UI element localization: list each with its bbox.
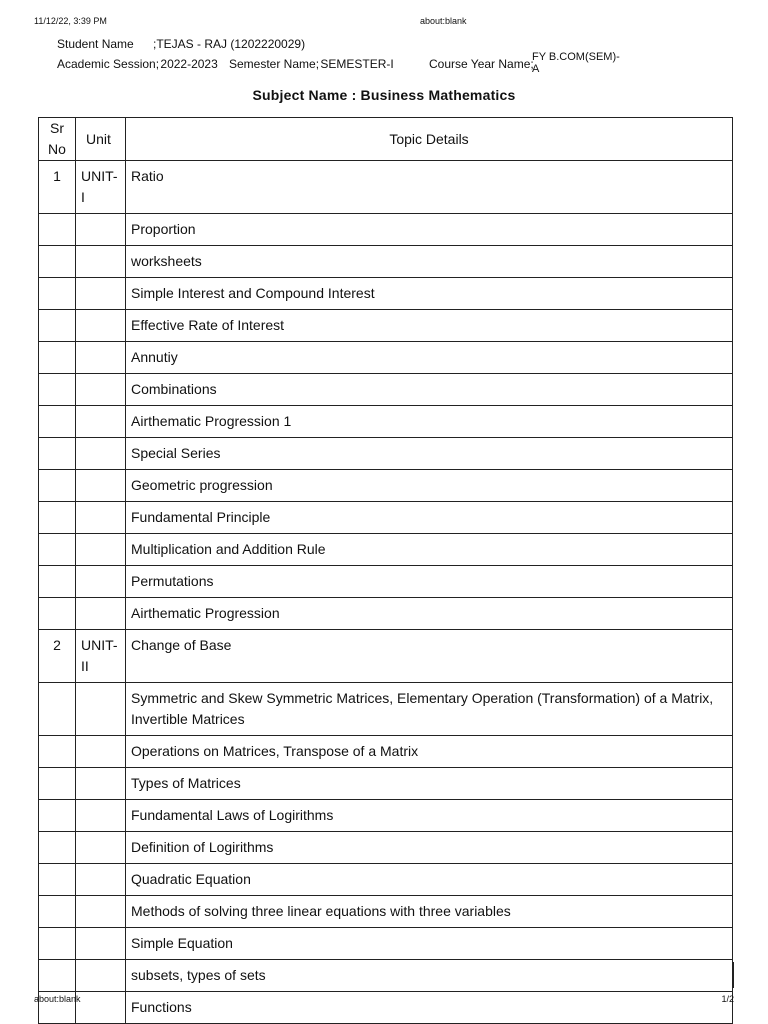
table-continuation bbox=[38, 962, 734, 988]
unit-cell bbox=[76, 278, 126, 310]
unit-cell bbox=[76, 598, 126, 630]
topic-cell: Operations on Matrices, Transpose of a Matrix bbox=[126, 736, 733, 768]
table-row bbox=[39, 161, 733, 214]
unit-cell bbox=[76, 864, 126, 896]
topic-cell: worksheets bbox=[126, 246, 733, 278]
topic-cell: Simple Equation bbox=[126, 928, 733, 960]
topic-cell: Quadratic Equation bbox=[126, 864, 733, 896]
course-year-line bbox=[429, 57, 534, 71]
sr-cell bbox=[39, 896, 76, 928]
table-row bbox=[39, 278, 733, 310]
table-row bbox=[39, 566, 733, 598]
table-row bbox=[39, 470, 733, 502]
unit-cell bbox=[76, 246, 126, 278]
subject-title bbox=[0, 87, 768, 103]
student-name-value: ;TEJAS - RAJ (1202220029) bbox=[153, 37, 306, 51]
unit-cell bbox=[76, 832, 126, 864]
topic-cell: Airthematic Progression bbox=[126, 598, 733, 630]
sr-cell bbox=[39, 342, 76, 374]
header-topic-details: Topic Details bbox=[126, 118, 733, 161]
sr-cell bbox=[39, 310, 76, 342]
table-row bbox=[39, 214, 733, 246]
sr-cell bbox=[39, 278, 76, 310]
topic-cell: Ratio bbox=[126, 161, 733, 214]
topic-cell: Definition of Logirithms bbox=[126, 832, 733, 864]
sr-cell bbox=[39, 406, 76, 438]
header-sr-line1: Sr bbox=[50, 120, 64, 136]
sr-cell bbox=[39, 534, 76, 566]
unit-cell bbox=[76, 768, 126, 800]
table-header-row bbox=[39, 118, 733, 161]
sr-cell bbox=[39, 683, 76, 736]
unit-cell bbox=[76, 800, 126, 832]
unit-cell bbox=[76, 470, 126, 502]
session-value: 2022-2023 bbox=[160, 57, 218, 71]
unit-cell bbox=[76, 566, 126, 598]
topic-cell: Proportion bbox=[126, 214, 733, 246]
unit-cell bbox=[76, 214, 126, 246]
table-row bbox=[39, 928, 733, 960]
unit-cell bbox=[76, 438, 126, 470]
topics-table bbox=[38, 117, 733, 1024]
sr-cell bbox=[39, 502, 76, 534]
table-row bbox=[39, 598, 733, 630]
topic-cell: Multiplication and Addition Rule bbox=[126, 534, 733, 566]
table-row bbox=[39, 768, 733, 800]
subject-value: Business Mathematics bbox=[360, 87, 516, 103]
table-row bbox=[39, 736, 733, 768]
table-row bbox=[39, 864, 733, 896]
academic-session-line bbox=[57, 57, 218, 71]
sr-cell bbox=[39, 832, 76, 864]
topic-cell: Geometric progression bbox=[126, 470, 733, 502]
unit-cell bbox=[76, 928, 126, 960]
sr-cell bbox=[39, 736, 76, 768]
topic-cell: subsets, types of sets bbox=[126, 960, 733, 992]
topic-cell: Fundamental Principle bbox=[126, 502, 733, 534]
unit-cell bbox=[76, 406, 126, 438]
table-row bbox=[39, 502, 733, 534]
footer-url: about:blank bbox=[34, 994, 81, 1004]
page-number: 1/2 bbox=[721, 994, 734, 1004]
course-value-line1: FY B.COM(SEM)- bbox=[532, 51, 620, 63]
unit-cell bbox=[76, 310, 126, 342]
print-url: about:blank bbox=[420, 16, 467, 26]
print-timestamp: 11/12/22, 3:39 PM bbox=[34, 16, 107, 26]
topic-cell: Simple Interest and Compound Interest bbox=[126, 278, 733, 310]
topic-cell: Annutiy bbox=[126, 342, 733, 374]
sr-cell: 2 bbox=[39, 630, 76, 683]
sr-cell bbox=[39, 374, 76, 406]
sr-cell bbox=[39, 438, 76, 470]
table-row bbox=[39, 246, 733, 278]
sr-cell bbox=[39, 566, 76, 598]
unit-cell bbox=[76, 992, 126, 1024]
header-unit: Unit bbox=[76, 118, 126, 161]
sr-cell bbox=[39, 800, 76, 832]
sr-cell bbox=[39, 246, 76, 278]
table-row bbox=[39, 310, 733, 342]
header-sr-no bbox=[39, 118, 76, 161]
topic-cell: Change of Base bbox=[126, 630, 733, 683]
table-row bbox=[39, 438, 733, 470]
table-body bbox=[39, 161, 733, 1024]
sr-cell bbox=[39, 928, 76, 960]
session-label: Academic Session; bbox=[57, 57, 160, 71]
semester-value: SEMESTER-I bbox=[320, 57, 394, 71]
topic-cell: Effective Rate of Interest bbox=[126, 310, 733, 342]
table-row bbox=[39, 630, 733, 683]
subject-label: Subject Name : bbox=[252, 87, 357, 103]
table-row bbox=[39, 800, 733, 832]
sr-cell bbox=[39, 598, 76, 630]
semester-line bbox=[229, 57, 394, 71]
sr-cell: 1 bbox=[39, 161, 76, 214]
table-row bbox=[39, 896, 733, 928]
table-row bbox=[39, 406, 733, 438]
topic-cell: Functions bbox=[126, 992, 733, 1024]
topic-cell: Symmetric and Skew Symmetric Matrices, Elementary Operation (Transformation) of a Matrix, Invertible Matrices bbox=[126, 683, 733, 736]
table-row bbox=[39, 534, 733, 566]
student-name-label: Student Name bbox=[57, 37, 134, 51]
sr-cell bbox=[39, 214, 76, 246]
topic-cell: Airthematic Progression 1 bbox=[126, 406, 733, 438]
unit-cell bbox=[76, 534, 126, 566]
unit-cell bbox=[76, 896, 126, 928]
unit-cell bbox=[76, 736, 126, 768]
sr-cell bbox=[39, 470, 76, 502]
unit-cell bbox=[76, 374, 126, 406]
table-row bbox=[39, 832, 733, 864]
table-row bbox=[39, 992, 733, 1024]
unit-cell: UNIT-II bbox=[76, 630, 126, 683]
student-name-line bbox=[57, 37, 305, 51]
course-value bbox=[532, 51, 620, 75]
unit-cell bbox=[76, 502, 126, 534]
table-row bbox=[39, 683, 733, 736]
table-row bbox=[39, 342, 733, 374]
semester-label: Semester Name; bbox=[229, 57, 320, 71]
unit-cell bbox=[76, 683, 126, 736]
table-row bbox=[39, 374, 733, 406]
unit-cell bbox=[76, 342, 126, 374]
sr-cell bbox=[39, 864, 76, 896]
topic-cell: Fundamental Laws of Logirithms bbox=[126, 800, 733, 832]
course-value-line2: A bbox=[532, 63, 540, 75]
unit-cell: UNIT-I bbox=[76, 161, 126, 214]
topic-cell: Permutations bbox=[126, 566, 733, 598]
topic-cell: Combinations bbox=[126, 374, 733, 406]
header-sr-line2: No bbox=[48, 141, 66, 157]
topic-cell: Types of Matrices bbox=[126, 768, 733, 800]
course-label: Course Year Name; bbox=[429, 57, 534, 71]
topic-cell: Special Series bbox=[126, 438, 733, 470]
print-header bbox=[34, 16, 734, 30]
topic-cell: Methods of solving three linear equations with three variables bbox=[126, 896, 733, 928]
sr-cell bbox=[39, 768, 76, 800]
